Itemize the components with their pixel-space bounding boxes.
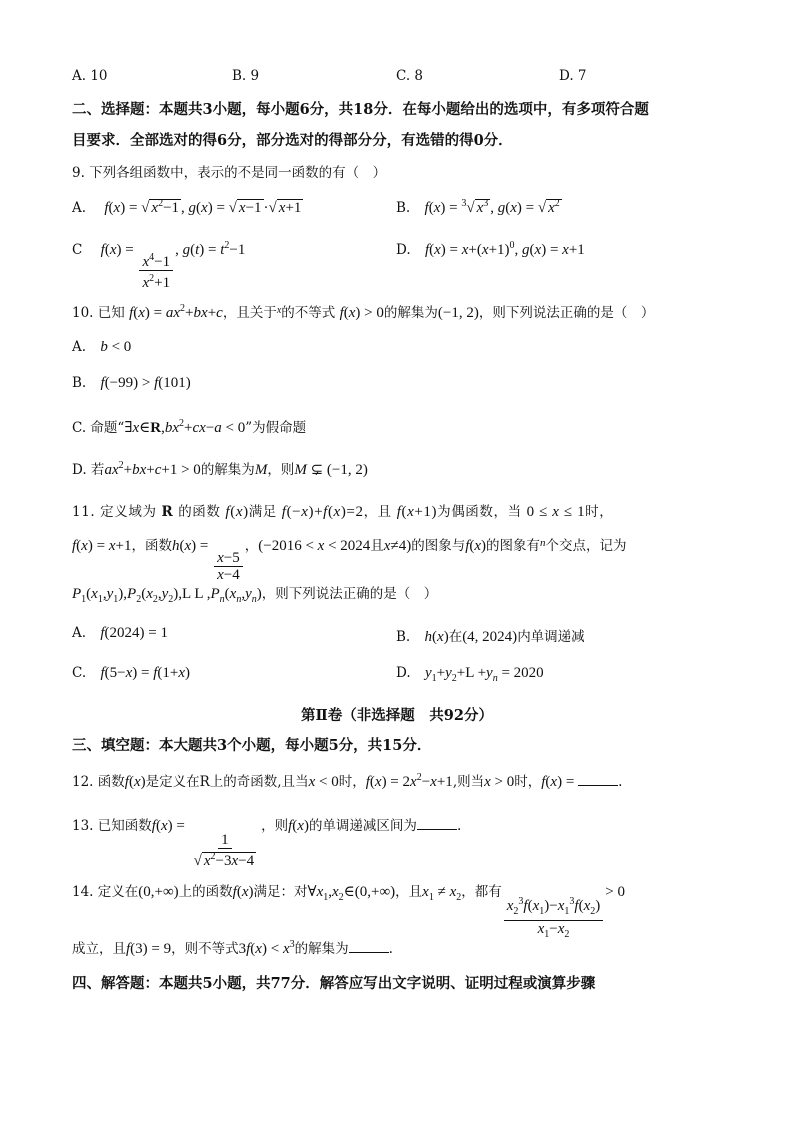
q14-fx: f(x): [232, 884, 254, 900]
q13-post: 的单调递减区间为: [308, 818, 417, 834]
q9-c-formula: f(x) = $\frac{x^4-1}{x^2+1}$ , $g(t) = t^2-1$: [100, 240, 246, 291]
q10-x: x: [276, 305, 282, 316]
q11-d-formula: $y_1+y_2+L +y_n = 2020$: [424, 665, 544, 684]
q10-stem-pre: 10. 已知: [72, 305, 125, 321]
q8-options: [72, 68, 587, 84]
q14-domain: (0,+∞): [138, 884, 179, 900]
q13-mid: ，则: [261, 818, 289, 834]
q9-options-ab: [72, 198, 560, 217]
q13-fx: f(x): [288, 818, 309, 834]
q11-options-ab: [72, 625, 585, 645]
q14-frac: $\frac{x_2^3f(x_1)-x_1^3f(x_2)}{x_1-x_2}$ > 0: [502, 884, 625, 900]
q12-pre: 12. 函数: [72, 774, 125, 790]
q11-fx1: f(x+1): [396, 504, 438, 520]
q11-hdef: h(x) = $\frac{x-5}{x-4}$: [172, 538, 245, 554]
q10-stem-mid2: 的不等式: [281, 305, 336, 321]
q13-blank[interactable]: [417, 817, 457, 830]
q11-b-label: B.: [396, 629, 411, 645]
q14-mid: 上的函数: [178, 884, 233, 900]
q11-domain: (−2016 < x < 2024: [258, 538, 371, 554]
q9-d-formula: $f(x) = x+(x+1)^0$, g(x) = x+1: [424, 240, 585, 258]
q11-cond1: f(−x)+f(x)=2: [281, 504, 364, 520]
q12-fdef: $f(x) = 2x^2-x+1$: [365, 772, 453, 790]
q11-b-h: h(x): [424, 629, 449, 645]
q11-fx: f(x): [225, 504, 249, 520]
q10-b: [72, 375, 191, 392]
section2-line1: 二、选择题：本题共3小题，每小题6分，共18分．在每小题给出的选项中，有多项符合题: [72, 101, 649, 118]
q11-p10: 的图象与: [411, 538, 466, 554]
q10-d-formula: $ax^2+bx+c+1 > 0$: [104, 460, 201, 478]
q10-stem: [72, 301, 654, 322]
q12-blank[interactable]: [578, 773, 618, 786]
q11-line2: [72, 534, 627, 583]
q10-c: [72, 416, 306, 437]
q10-a-formula: b < 0: [100, 339, 132, 355]
q9-b: [396, 198, 562, 217]
q14-line1: [72, 880, 625, 943]
q10-a: [72, 339, 131, 356]
q11-fdef: f(x) = x+1: [72, 538, 132, 554]
q11-points: $P_1(x_1,y_1),P_2(x_2,y_2),L$ L $,P_n(x_n,y_n)$: [72, 586, 262, 605]
q10-stem-mid1: ，且关于: [222, 305, 277, 321]
q10-d-m: M: [254, 462, 268, 478]
q11-b-mid: 在: [448, 629, 463, 645]
q9-a-formula: f(x) = √ $x^2-1$ , g(x) = √ x−1 ·√ x+1: [104, 198, 302, 216]
q11-p5: 为偶函数，当: [437, 504, 522, 520]
q11-x-ne-4: x≠4): [383, 538, 412, 554]
q12-mid: 是定义在R上的奇函数,且当: [145, 774, 309, 790]
q11-p8: ，: [244, 538, 259, 554]
q10-c-post: ”为假命题: [245, 420, 307, 436]
q14-line2-pre: 成立，且: [72, 941, 126, 957]
q9-b-formula: f(x) = $^3$√ $x^3$ , g(x) = √ $x^2$: [424, 198, 560, 216]
q10-a-label: A.: [72, 339, 87, 355]
q10-stem-mid3: 的解集为: [383, 305, 438, 321]
q12-mid3: ,则当: [452, 774, 485, 790]
q13-fdef: f(x) = $\frac{1}{√ x^2-3x-4}$: [151, 818, 255, 869]
q9-d-label: D.: [396, 242, 411, 258]
q11-range: 0 ≤ x ≤ 1: [526, 504, 586, 520]
q12-mid2: 时，: [338, 774, 366, 790]
q12-answer: f(x) =: [541, 774, 579, 790]
q10-d-mid2: ，则: [267, 462, 295, 478]
q11-d: [396, 665, 544, 684]
q10-f-def: $f(x) = ax^2+bx+c$: [129, 303, 223, 321]
q14-line2: 成立，且f(3) = 9，则不等式$3f(x) < x^3$的解集为 .: [72, 939, 393, 957]
q9-c-label: C: [72, 242, 83, 258]
q11-options-cd: [72, 665, 544, 684]
q10-b-label: B.: [72, 375, 87, 391]
option-a: A. 10: [72, 68, 108, 84]
section2-line2: 目要求．全部选对的得6分，部分选对的得部分分，有选错的得0分．: [72, 132, 513, 149]
q14-ineq: $3f(x) < x^3$: [238, 939, 295, 957]
q10-d-mid: 的解集为: [200, 462, 255, 478]
q11-b-post: 内单调递减: [517, 629, 585, 645]
q14-f3: f(3) = 9: [126, 941, 172, 957]
q11-line3: [72, 582, 437, 605]
q11-p2: 的函数: [178, 504, 221, 520]
q10-d: [72, 458, 368, 479]
q11-p9: 且: [370, 538, 384, 554]
q11-n: n: [540, 537, 546, 549]
q10-ineq: f(x) > 0: [339, 305, 384, 321]
option-d: D. 7: [559, 68, 587, 84]
q11-c-formula: f(5−x) = f(1+x): [100, 665, 191, 681]
q10-stem-post: ，则下列说法正确的是（ ）: [478, 305, 655, 321]
q12-cond2: x > 0: [484, 774, 515, 790]
q11-p13: ，则下列说法正确的是（ ）: [261, 586, 438, 602]
q10-d-subset: M ⊊ (−1, 2): [294, 462, 368, 478]
q14-line2-post: 的解集为: [294, 941, 349, 957]
q10-interval: (−1, 2): [437, 305, 479, 321]
q11-p3: 满足: [248, 504, 277, 520]
section4-header: 四、解答题：本题共5小题，共77分．解答应写出文字说明、证明过程或演算步骤: [72, 975, 596, 992]
q11-b-interval: (4, 2024): [462, 629, 518, 645]
option-b: B. 9: [232, 68, 260, 84]
q11-p7: ，函数: [131, 538, 172, 554]
q11-p11: 的图象有: [486, 538, 541, 554]
q12-mid4: 时，: [514, 774, 542, 790]
q11-fx2: f(x): [465, 538, 487, 554]
q13: 13. 已知函数f(x) = $\frac{1}{√ x^2-3x-4}$ ，则f(x)的单调递减区间为 .: [72, 818, 462, 869]
q11-p4: ，且: [363, 504, 392, 520]
q11-R: R: [161, 504, 174, 520]
part2-title: 第Ⅱ卷（非选择题 共92分）: [301, 707, 493, 724]
q14-mid3: ，且: [395, 884, 423, 900]
q14-ne: $x_1 \ne x_2$: [422, 884, 462, 903]
q14-line2-mid: ，则不等式: [171, 941, 239, 957]
q10-b-formula: f(−99) > f(101): [100, 375, 191, 391]
q14-mid2: 满足：对: [253, 884, 308, 900]
q14-pre: 14. 定义在: [72, 884, 139, 900]
option-c: C. 8: [396, 68, 424, 84]
q9-d: [396, 240, 585, 259]
q11-b: [396, 625, 585, 646]
q9-a-label: A.: [72, 200, 87, 216]
q9-b-label: B.: [396, 200, 411, 216]
q14-blank[interactable]: [349, 940, 389, 953]
q11-a-formula: f(2024) = 1: [100, 625, 168, 641]
q9-options-cd: [72, 240, 585, 291]
q14-mid4: ，都有: [461, 884, 502, 900]
q11-p12: 个交点，记为: [545, 538, 627, 554]
q13-pre: 13. 已知函数: [72, 818, 152, 834]
q10-c-pre: C. 命题“: [72, 420, 125, 436]
q12: 12. 函数f(x)是定义在R上的奇函数,且当x < 0时，$f(x) = 2x^2-x+1$,则当x > 0时，f(x) = .: [72, 772, 623, 790]
q9-stem: 9. 下列各组函数中，表示的不是同一函数的有（ ）: [72, 165, 387, 181]
q12-cond: x < 0: [308, 774, 339, 790]
q10-c-formula: $\exists x\in R,bx^2+cx-a < 0$: [124, 418, 246, 436]
section3-header: 三、填空题：本大题共3个小题，每小题5分，共15分．: [72, 737, 432, 754]
q10-d-pre: D. 若: [72, 462, 105, 478]
q14-forall: $\forall x_1,x_2\in(0,+\infty)$: [307, 884, 396, 903]
q11-p1: 11. 定义域为: [72, 504, 157, 520]
q11-d-label: D.: [396, 665, 411, 681]
q11-p6: 时，: [585, 504, 614, 520]
q11-c-label: C.: [72, 665, 87, 681]
q11-line1: [72, 500, 613, 521]
q12-fx: f(x): [124, 774, 146, 790]
q11-a-label: A.: [72, 625, 87, 641]
